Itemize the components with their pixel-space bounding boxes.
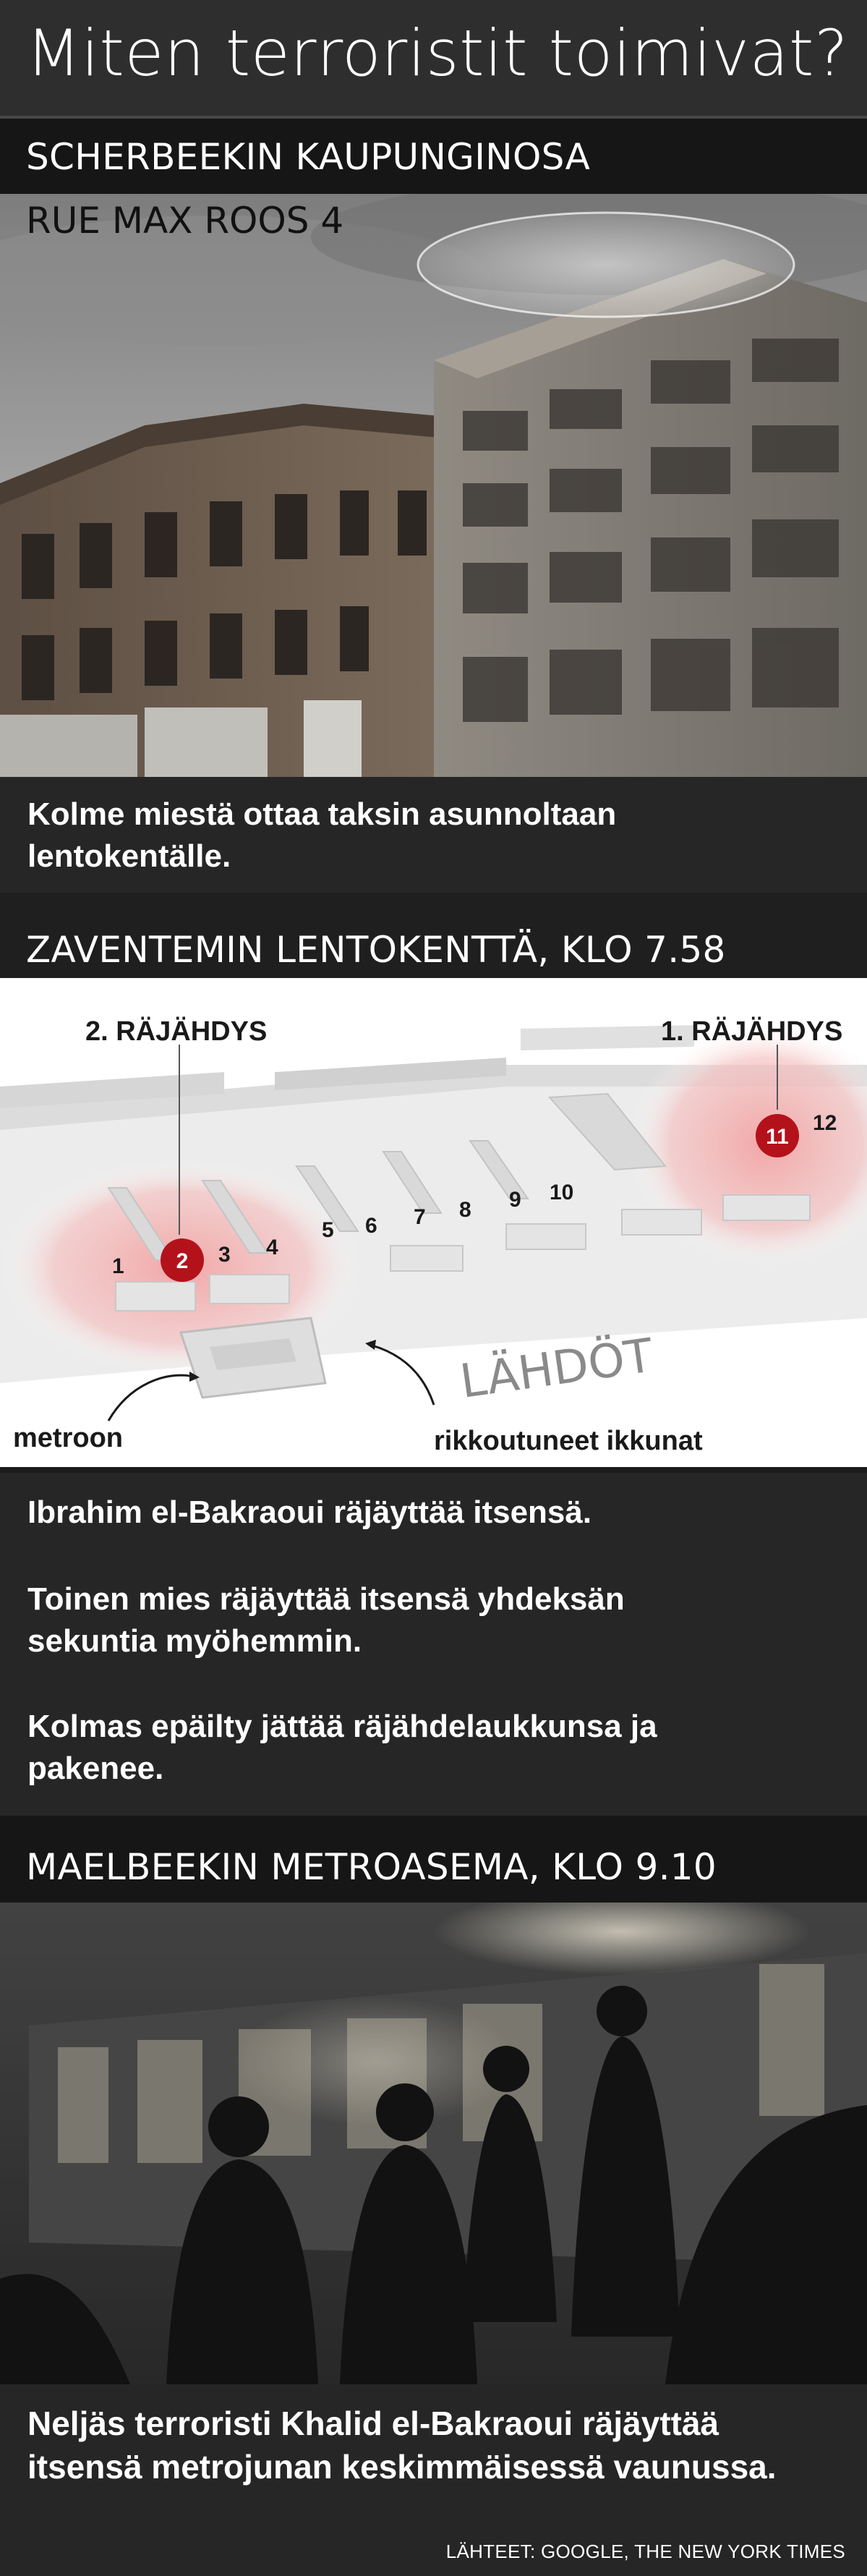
gate-10-label: 10: [550, 1181, 574, 1204]
metro-photo: [0, 1903, 867, 2384]
section-title-airport: ZAVENTEMIN LENTOKENTTÄ, KLO 7.58: [26, 929, 726, 971]
gate-5-label: 5: [322, 1218, 334, 1242]
section-header-scherbeek: [0, 119, 867, 194]
gate-3-label: 3: [218, 1243, 231, 1267]
section-title-scherbeek: SCHERBEEKIN KAUPUNGINOSA: [26, 136, 591, 178]
metro-caption-line-2: itsensä metrojunan keskimmäisessä vaunussa.: [27, 2448, 777, 2486]
gate-9-label: 9: [509, 1188, 521, 1212]
gate-12-label: 12: [813, 1111, 837, 1135]
scherbeek-caption-line-1: Kolme miestä ottaa taksin asunnoltaan: [27, 796, 617, 832]
street-photo: [0, 194, 867, 777]
sources-credit: LÄHTEET: GOOGLE, THE NEW YORK TIMES: [445, 2541, 845, 2562]
address-label: RUE MAX ROOS 4: [26, 200, 344, 242]
gate-11-label: 11: [766, 1125, 789, 1149]
gate-8-label: 8: [459, 1198, 471, 1222]
airport-caption-text-2a: Toinen mies räjäyttää itsensä yhdeksän: [27, 1581, 625, 1617]
explosion-two-label: 2. RÄJÄHDYS: [85, 1016, 268, 1047]
airport-caption-text-3a: Kolmas epäilty jättää räjähdelaukkunsa ja: [27, 1709, 657, 1744]
airport-caption: [0, 1467, 867, 1816]
page-header: [0, 0, 867, 116]
metro-caption: [0, 2384, 867, 2576]
airport-caption-text-3b: pakenee.: [27, 1751, 164, 1786]
departures-label: LÄHDÖT: [456, 1329, 657, 1409]
gate-4-label: 4: [266, 1236, 278, 1259]
section-header-metro: [0, 1816, 867, 1903]
airport-caption-text-1: Ibrahim el-Bakraoui räjäyttää itsensä.: [27, 1495, 592, 1530]
scherbeek-caption: [0, 777, 867, 893]
airport-diagram: [0, 978, 867, 1467]
airport-caption-text-2b: sekuntia myöhemmin.: [27, 1623, 362, 1659]
windows-label: rikkoutuneet ikkunat: [434, 1426, 703, 1456]
street-photo-illustration: [0, 194, 867, 777]
gate-6-label: 6: [365, 1214, 377, 1238]
terminal-floorplan: [0, 978, 867, 1467]
page-title: Miten terroristit toimivat?: [26, 16, 849, 90]
metro-caption-line-1: Neljäs terroristi Khalid el-Bakraoui räjäyttää: [27, 2405, 719, 2442]
gate-2-label: 2: [176, 1249, 189, 1273]
scherbeek-caption-line-2: lentokentälle.: [27, 838, 231, 874]
metro-photo-illustration: [0, 1903, 867, 2384]
gate-7-label: 7: [414, 1205, 426, 1229]
gate-1-label: 1: [112, 1254, 124, 1278]
metro-label: metroon: [13, 1423, 123, 1453]
explosion-one-label: 1. RÄJÄHDYS: [661, 1016, 843, 1047]
section-header-airport: [0, 893, 867, 978]
section-title-metro: MAELBEEKIN METROASEMA, KLO 9.10: [26, 1846, 717, 1888]
